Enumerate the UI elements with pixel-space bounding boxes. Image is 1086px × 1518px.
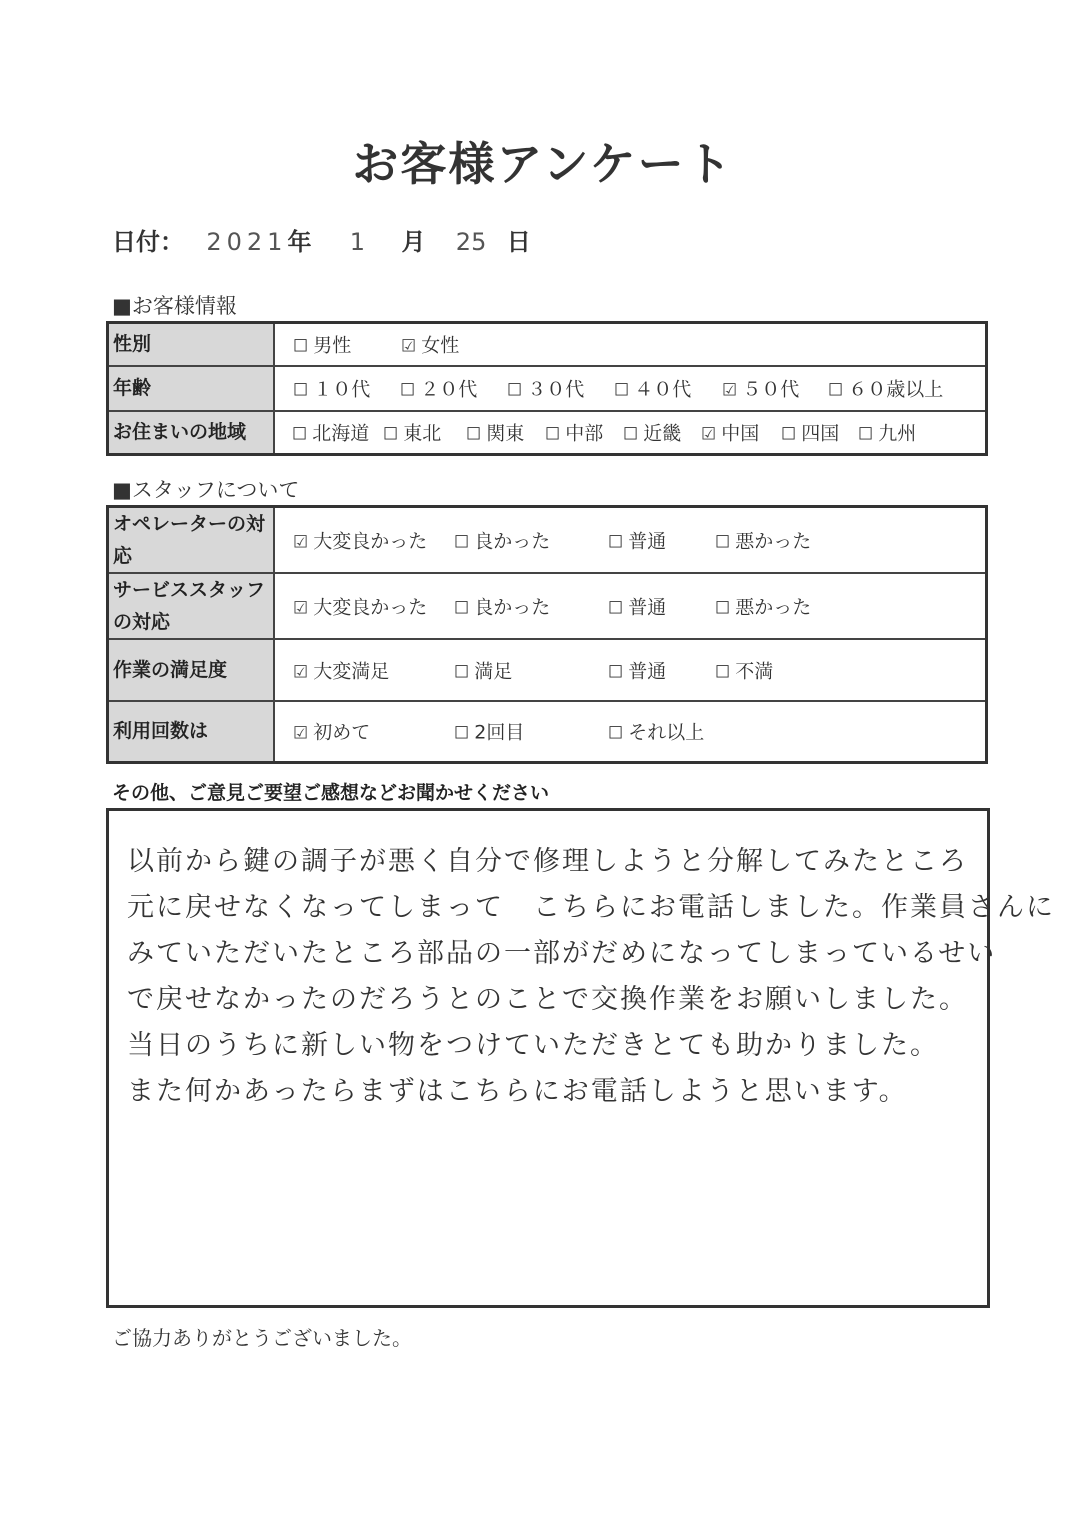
handwritten-comment-line: で戻せなかったのだろうとのことで交換作業をお願いしました。	[127, 984, 968, 1015]
date-month: 1	[349, 228, 366, 256]
unchecked-box-icon[interactable]: ☐	[400, 380, 416, 401]
thanks-text: ご協力ありがとうございました。	[112, 1326, 412, 1350]
option-label: それ以上	[628, 721, 705, 744]
unchecked-box-icon[interactable]: ☐	[623, 424, 639, 445]
form-row	[108, 701, 987, 762]
option-label: ６０歳以上	[848, 378, 944, 401]
checkbox-option[interactable]	[383, 419, 441, 446]
checkbox-option[interactable]	[701, 419, 759, 446]
option-label: 北海道	[312, 422, 370, 445]
option-label: 不満	[735, 660, 774, 683]
date-field	[112, 222, 531, 257]
unchecked-box-icon[interactable]: ☐	[608, 532, 624, 553]
form-row	[108, 323, 987, 366]
option-label: 良かった	[474, 596, 551, 619]
unchecked-box-icon[interactable]: ☐	[781, 424, 797, 445]
checkbox-option[interactable]	[781, 419, 839, 446]
option-label: 悪かった	[735, 596, 812, 619]
row-label: 利用回数は	[108, 701, 275, 762]
checkbox-option[interactable]	[293, 718, 370, 745]
checkbox-option[interactable]	[722, 375, 799, 402]
date-day: 25	[455, 228, 487, 256]
checkbox-option[interactable]	[715, 593, 811, 620]
option-label: ２０代	[420, 378, 478, 401]
checkbox-option[interactable]	[608, 657, 666, 684]
page-title: お客様アンケート	[352, 137, 734, 191]
unchecked-box-icon[interactable]: ☐	[608, 598, 624, 619]
handwritten-comment-line: 以前から鍵の調子が悪く自分で修理しようと分解してみたところ	[127, 846, 968, 877]
unchecked-box-icon[interactable]: ☐	[454, 662, 470, 683]
unchecked-box-icon[interactable]: ☐	[828, 380, 844, 401]
option-label: ４０代	[634, 378, 692, 401]
checkbox-option[interactable]	[293, 593, 427, 620]
checkbox-option[interactable]	[401, 331, 459, 358]
unchecked-box-icon[interactable]: ☐	[454, 532, 470, 553]
row-options	[274, 323, 987, 366]
option-label: 良かった	[474, 530, 551, 553]
handwritten-comment-line: 当日のうちに新しい物をつけていただきとても助かりました。	[127, 1030, 939, 1061]
option-label: 普通	[628, 530, 667, 553]
option-label: 大変満足	[313, 660, 390, 683]
option-label: 普通	[628, 660, 667, 683]
unchecked-box-icon[interactable]: ☐	[507, 380, 523, 401]
checkbox-option[interactable]	[466, 419, 524, 446]
comment-box[interactable]	[106, 808, 1055, 1308]
checkbox-option[interactable]	[608, 718, 704, 745]
option-label: ３０代	[527, 378, 585, 401]
checkbox-option[interactable]	[293, 375, 370, 402]
checkbox-option[interactable]	[454, 657, 512, 684]
checkbox-option[interactable]	[608, 527, 666, 554]
row-label: サービススタッフの対応	[108, 573, 275, 639]
row-options	[274, 411, 987, 455]
row-label: お住まいの地域	[108, 411, 275, 455]
checkbox-option[interactable]	[715, 527, 811, 554]
checkbox-option[interactable]	[828, 375, 943, 402]
checkbox-option[interactable]	[507, 375, 584, 402]
unchecked-box-icon[interactable]: ☐	[608, 723, 624, 744]
option-label: 九州	[878, 422, 917, 445]
option-label: 満足	[474, 660, 513, 683]
row-options	[274, 507, 987, 574]
unchecked-box-icon[interactable]: ☐	[293, 336, 309, 357]
row-options	[274, 573, 987, 639]
row-label: オペレーターの対応	[108, 507, 275, 574]
row-options	[274, 639, 987, 701]
unchecked-box-icon[interactable]: ☐	[608, 662, 624, 683]
option-label: ５０代	[742, 378, 800, 401]
checkbox-option[interactable]	[454, 527, 550, 554]
option-label: 四国	[801, 422, 840, 445]
form-row	[108, 411, 987, 455]
option-label: 初めて	[313, 721, 371, 744]
option-label: 中国	[721, 422, 760, 445]
option-label: 大変良かった	[313, 596, 428, 619]
checkbox-option[interactable]	[858, 419, 916, 446]
unchecked-box-icon[interactable]: ☐	[454, 723, 470, 744]
date-label: 日付：	[112, 228, 184, 256]
row-options	[274, 366, 987, 411]
unchecked-box-icon[interactable]: ☐	[292, 424, 308, 445]
checkbox-option[interactable]	[293, 657, 389, 684]
comment-label: その他、ご意見ご要望ご感想などお聞かせください	[112, 782, 550, 804]
checked-box-icon[interactable]: ☑	[293, 662, 309, 683]
date-year: 2021	[206, 228, 288, 256]
checkbox-option[interactable]	[293, 527, 427, 554]
section-staff: ■スタッフについて	[112, 478, 300, 502]
checkbox-option[interactable]	[454, 593, 550, 620]
staff-table	[106, 505, 988, 764]
row-label: 作業の満足度	[108, 639, 275, 701]
checked-box-icon[interactable]: ☑	[701, 424, 717, 445]
checkbox-option[interactable]	[293, 331, 351, 358]
handwritten-comment-line: 元に戻せなくなってしまって こちらにお電話しました。作業員さんに	[127, 892, 1055, 923]
form-row	[108, 573, 987, 639]
unchecked-box-icon[interactable]: ☐	[466, 424, 482, 445]
unchecked-box-icon[interactable]: ☐	[383, 424, 399, 445]
form-row	[108, 639, 987, 701]
checkbox-option[interactable]	[400, 375, 477, 402]
checkbox-option[interactable]	[715, 657, 773, 684]
handwritten-comment-line: また何かあったらまずはこちらにお電話しようと思います。	[127, 1076, 908, 1107]
row-options	[274, 701, 987, 762]
option-label: 関東	[486, 422, 525, 445]
checkbox-option[interactable]	[614, 375, 691, 402]
date-day-unit: 日	[506, 228, 531, 256]
option-label: 女性	[421, 334, 460, 357]
unchecked-box-icon[interactable]: ☐	[858, 424, 874, 445]
checked-box-icon[interactable]: ☑	[293, 723, 309, 744]
unchecked-box-icon[interactable]: ☐	[614, 380, 630, 401]
checkbox-option[interactable]	[545, 419, 603, 446]
option-label: 中部	[565, 422, 604, 445]
checkbox-option[interactable]	[292, 419, 369, 446]
checkbox-option[interactable]	[608, 593, 666, 620]
checked-box-icon[interactable]: ☑	[401, 336, 417, 357]
option-label: 近畿	[643, 422, 682, 445]
option-label: 男性	[313, 334, 352, 357]
option-label: 大変良かった	[313, 530, 428, 553]
row-label: 性別	[108, 323, 275, 366]
date-month-unit: 月	[401, 228, 426, 256]
row-label: 年齢	[108, 366, 275, 411]
customer-info-table	[106, 321, 988, 456]
checked-box-icon[interactable]: ☑	[293, 532, 309, 553]
form-row	[108, 366, 987, 411]
date-year-unit: 年	[287, 228, 312, 256]
option-label: 普通	[628, 596, 667, 619]
checked-box-icon[interactable]: ☑	[722, 380, 738, 401]
checkbox-option[interactable]	[454, 718, 524, 745]
unchecked-box-icon[interactable]: ☐	[454, 598, 470, 619]
form-row	[108, 507, 987, 574]
checkbox-option[interactable]	[623, 419, 681, 446]
checked-box-icon[interactable]: ☑	[293, 598, 309, 619]
section-customer-info: ■お客様情報	[112, 294, 237, 318]
unchecked-box-icon[interactable]: ☐	[715, 662, 731, 683]
handwritten-comment-line: みていただいたところ部品の一部がだめになってしまっているせい	[127, 938, 997, 969]
unchecked-box-icon[interactable]: ☐	[293, 380, 309, 401]
unchecked-box-icon[interactable]: ☐	[715, 598, 731, 619]
option-label: 悪かった	[735, 530, 812, 553]
option-label: １０代	[313, 378, 371, 401]
unchecked-box-icon[interactable]: ☐	[545, 424, 561, 445]
unchecked-box-icon[interactable]: ☐	[715, 532, 731, 553]
option-label: 東北	[403, 422, 442, 445]
option-label: 2回目	[474, 721, 525, 744]
